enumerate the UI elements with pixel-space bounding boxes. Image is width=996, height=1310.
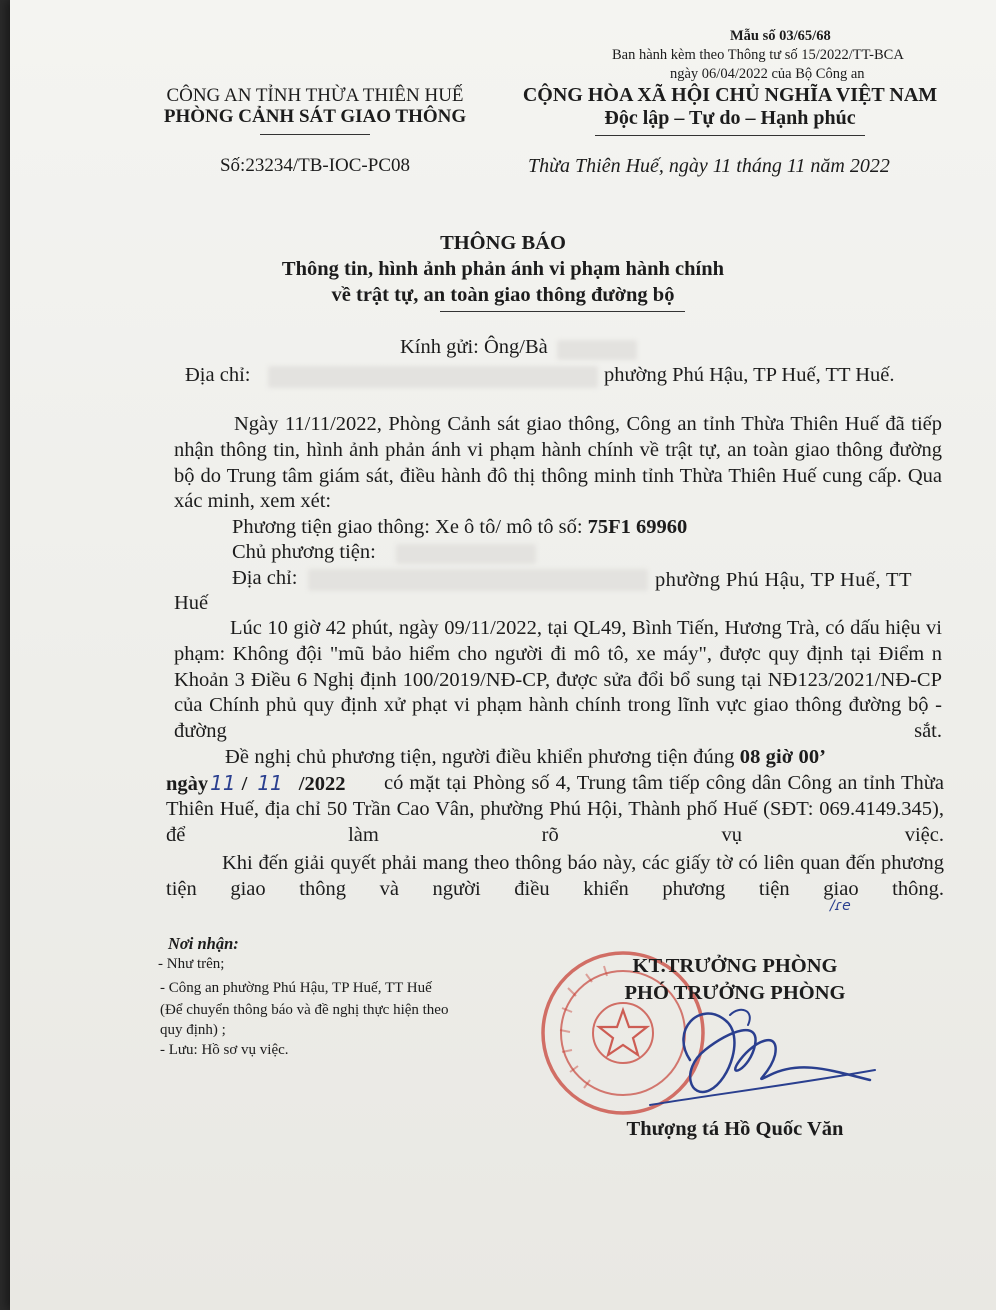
vehicle-plate: 75F1 69960 — [587, 516, 688, 538]
owner-address-label: Địa chỉ: — [232, 567, 298, 589]
country-slogan: Độc lập – Tự do – Hạnh phúc — [604, 107, 856, 129]
handwritten-initials: /ɾe — [830, 898, 851, 914]
paragraph-3-line1: Đề nghị chủ phương tiện, người điều khiển phương tiện đúng 08 giờ 00’ — [225, 746, 827, 768]
redacted-owner — [396, 544, 536, 564]
document-number: Số:23234/TB-IOC-PC08 — [219, 155, 411, 176]
agency-parent: CÔNG AN TỈNH THỪA THIÊN HUẾ — [166, 85, 464, 106]
receiver-item-1: - Như trên; — [158, 956, 225, 972]
notice-title: THÔNG BÁO — [440, 232, 566, 254]
receiver-item-5: - Lưu: Hồ sơ vụ việc. — [160, 1042, 289, 1058]
handwritten-month: 11 — [257, 771, 283, 795]
owner-label: Chủ phương tiện: — [232, 541, 376, 563]
signature-title-1: KT.TRƯỞNG PHÒNG — [632, 955, 838, 977]
place-date: Thừa Thiên Huế, ngày 11 tháng 11 năm 2022 — [528, 155, 890, 177]
recipient-greeting: Kính gửi: Ông/Bà — [400, 336, 548, 358]
owner-address-wrap: Huế — [174, 592, 209, 614]
form-issued-line1: Ban hành kèm theo Thông tư số 15/2022/TT-BCA — [612, 47, 904, 63]
receiver-item-4: quy định) ; — [160, 1022, 226, 1038]
vehicle-line — [232, 516, 687, 539]
receivers-heading: Nơi nhận: — [168, 934, 239, 953]
paragraph-3-rest: có mặt tại Phòng số 4, Trung tâm tiếp công dân Công an tỉnh Thừa Thiên Huế, địa chỉ 50 Trần Cao Vân, phường Phú Hội, Thành phố Huế (SĐT: 069.4149.345), để làm rõ vụ việc. — [166, 772, 944, 846]
handwritten-day: 11 — [210, 771, 236, 795]
signature-title-2: PHÓ TRƯỞNG PHÒNG — [624, 982, 846, 1004]
paragraph-1: Ngày 11/11/2022, Phòng Cảnh sát giao thông, Công an tỉnh Thừa Thiên Huế đã tiếp nhận thông tin, hình ảnh phản ánh vi phạm hành chính về trật tự, an toàn giao thông đường bộ do Trung tâm giám sát, điều hành đô thị thông minh tỉnh Thừa Thiên Huế cung cấp. Qua xác minh, xem xét: — [174, 413, 942, 513]
redacted-address — [268, 366, 598, 388]
slogan-underline — [595, 135, 865, 136]
signer-name: Thượng tá Hồ Quốc Văn — [626, 1118, 844, 1140]
owner-address-tail: phường Phú Hậu, TP Huế, TT — [655, 569, 912, 591]
notice-subtitle-2: về trật tự, an toàn giao thông đường bộ — [331, 284, 675, 306]
redacted-owner-address — [308, 569, 648, 591]
signature-scribble — [630, 990, 890, 1120]
paragraph-2: Lúc 10 giờ 42 phút, ngày 09/11/2022, tại QL49, Bình Tiến, Hương Trà, có dấu hiệu vi phạm: Không đội "mũ bảo hiểm cho người đi mô tô, xe máy", được quy định tại Điểm n Khoản 3 Điều 6 Nghị định 100/2019/NĐ-CP, được sửa đổi bổ sung tại NĐ123/2021/NĐ-CP của Chính phủ quy định xử phạt vi phạm hành chính trong lĩnh vực giao thông đường bộ - đường sắt. — [174, 617, 942, 743]
agency-name: PHÒNG CẢNH SÁT GIAO THÔNG — [163, 106, 467, 127]
appointment-time: 08 giờ 00’ — [739, 746, 827, 768]
appointment-year: /2022 — [298, 773, 346, 795]
agency-underline — [260, 134, 370, 135]
form-issued-line2: ngày 06/04/2022 của Bộ Công an — [670, 66, 865, 82]
recipient-address-tail: phường Phú Hậu, TP Huế, TT Huế. — [604, 364, 895, 386]
paragraph-4: Khi đến giải quyết phải mang theo thông báo này, các giấy tờ có liên quan đến phương tiện giao thông và người điều khiển phương tiện giao thông. — [166, 852, 944, 900]
title-underline — [440, 311, 685, 312]
notice-subtitle-1: Thông tin, hình ảnh phản ánh vi phạm hành chính — [281, 258, 725, 280]
receiver-item-3: (Để chuyển thông báo và đề nghị thực hiện theo — [160, 1002, 449, 1018]
form-number: Mẫu số 03/65/68 — [730, 28, 831, 44]
redacted-name — [557, 340, 637, 360]
receiver-item-2: - Công an phường Phú Hậu, TP Huế, TT Huế — [160, 980, 432, 996]
recipient-address-label: Địa chỉ: — [185, 364, 251, 386]
paragraph-3-line2: ngày 11 / 11 /2022 — [166, 771, 346, 795]
vehicle-label: Phương tiện giao thông: Xe ô tô/ mô tô số: — [232, 516, 583, 538]
notice-document — [10, 0, 996, 1310]
country-name: CỘNG HÒA XÃ HỘI CHỦ NGHĨA VIỆT NAM — [522, 84, 938, 106]
